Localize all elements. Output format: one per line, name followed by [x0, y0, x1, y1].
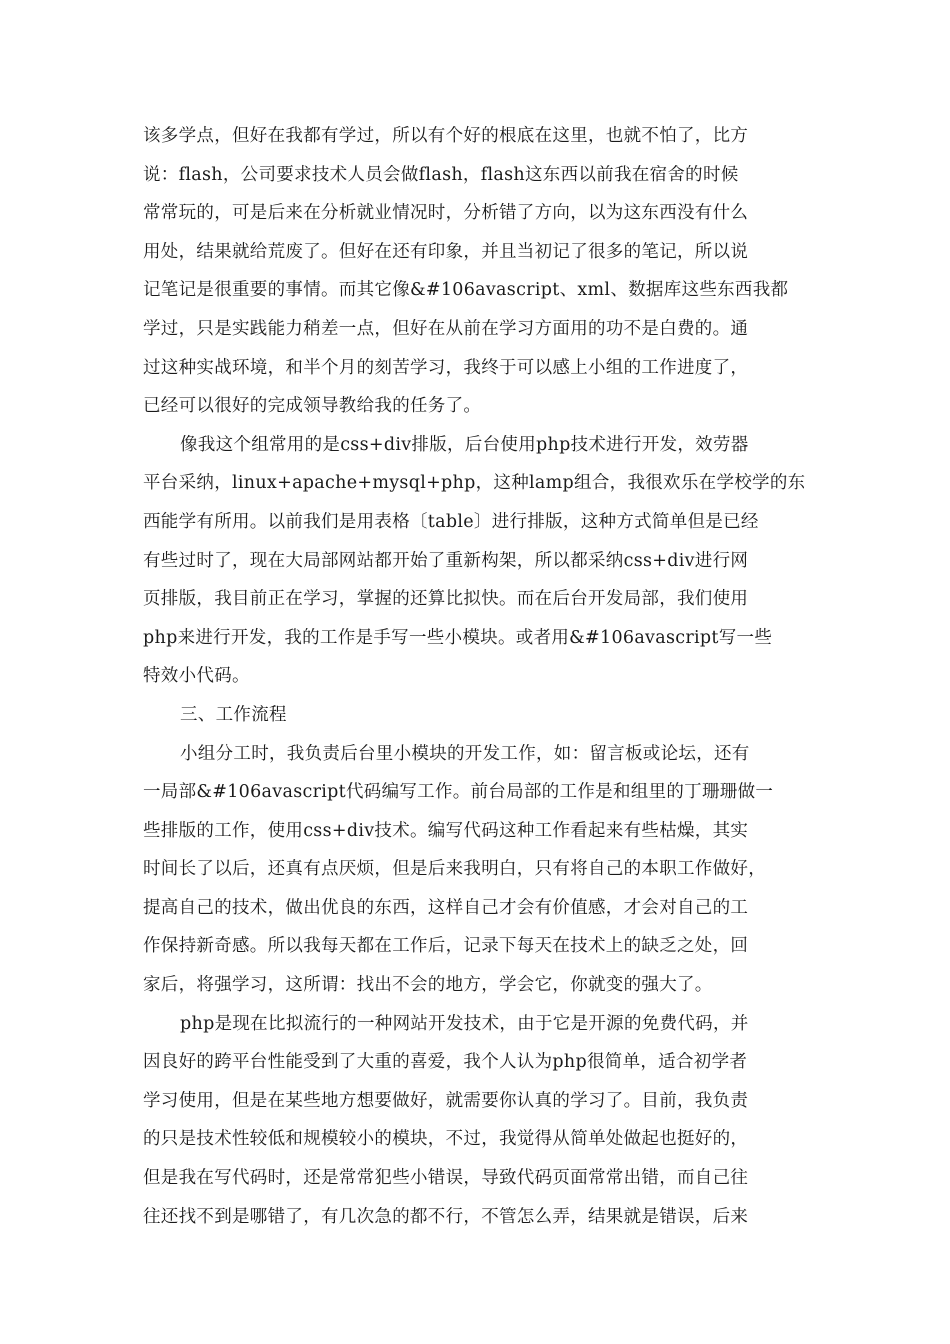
- text-line: 页排版，我目前正在学习，掌握的还算比拟快。而在后台开发局部，我们使用: [143, 589, 749, 610]
- text-line: 学过，只是实践能力稍差一点，但好在从前在学习方面用的功不是白费的。通: [143, 318, 749, 339]
- text-line: 但是我在写代码时，还是常常犯些小错误，导致代码页面常常出错，而自己往: [143, 1168, 749, 1189]
- text-line: 一局部&#106avascript代码编写工作。前台局部的工作是和组里的丁珊珊做一: [143, 782, 774, 803]
- text-line: 常常玩的，可是后来在分析就业情况时，分析错了方向，以为这东西没有什么: [143, 203, 749, 224]
- text-line: 该多学点，但好在我都有学过，所以有个好的根底在这里，也就不怕了，比方: [143, 126, 749, 146]
- text-line: 往还找不到是哪错了，有几次急的都不行，不管怎么弄，结果就是错误，后来: [143, 1206, 749, 1227]
- paragraph-first-line: php是现在比拟流行的一种网站开发技术，由于它是开源的免费代码，并: [180, 1013, 749, 1034]
- text-line: 家后，将强学习，这所谓：找出不会的地方，学会它，你就变的强大了。: [143, 975, 713, 996]
- text-line: 作保持新奇感。所以我每天都在工作后，记录下每天在技术上的缺乏之处，回: [143, 936, 749, 957]
- text-line: 过这种实战环境，和半个月的刻苦学习，我终于可以感上小组的工作进度了，: [143, 357, 749, 378]
- text-line: 用处，结果就给荒废了。但好在还有印象，并且当初记了很多的笔记，所以说: [143, 241, 749, 262]
- text-line: 有些过时了，现在大局部网站都开始了重新构架，所以都采纳css+div进行网: [143, 550, 749, 571]
- text-line: 学习使用，但是在某些地方想要做好，就需要你认真的学习了。目前，我负责: [143, 1090, 749, 1111]
- paragraph-first-line: 小组分工时，我负责后台里小模块的开发工作，如：留言板或论坛，还有: [180, 743, 750, 764]
- text-line: 时间长了以后，还真有点厌烦，但是后来我明白，只有将自己的本职工作做好，: [143, 859, 766, 880]
- text-line: 特效小代码。: [143, 666, 250, 687]
- text-line: 说：flash，公司要求技术人员会做flash，flash这东西以前我在宿舍的时候: [143, 164, 739, 185]
- text-line: 提高自己的技术，做出优良的东西，这样自己才会有价值感，才会对自己的工: [143, 897, 749, 918]
- section-heading: 三、工作流程: [180, 704, 287, 725]
- text-line: 些排版的工作，使用css+div技术。编写代码这种工作看起来有些枯燥，其实: [143, 820, 749, 841]
- text-line: 的只是技术性较低和规模较小的模块，不过，我觉得从简单处做起也挺好的，: [143, 1129, 749, 1150]
- text-line: 已经可以很好的完成领导教给我的任务了。: [143, 396, 482, 417]
- text-line: 因良好的跨平台性能受到了大重的喜爱，我个人认为php很简单，适合初学者: [143, 1052, 748, 1073]
- paragraph-first-line: 像我这个组常用的是css+div排版，后台使用php技术进行开发，效劳器: [180, 434, 749, 455]
- text-line: 西能学有所用。以前我们是用表格〔table〕进行排版，这种方式简单但是已经: [143, 511, 759, 532]
- document-body: [143, 117, 813, 1236]
- text-line: 记笔记是很重要的事情。而其它像&#106avascript、xml、数据库这些东西我都: [143, 280, 789, 301]
- text-line: php来进行开发，我的工作是手写一些小模块。或者用&#106avascript写一些: [143, 627, 773, 648]
- text-line: 平台采纳，linux+apache+mysql+php，这种lamp组合，我很欢乐在学校学的东: [143, 473, 806, 494]
